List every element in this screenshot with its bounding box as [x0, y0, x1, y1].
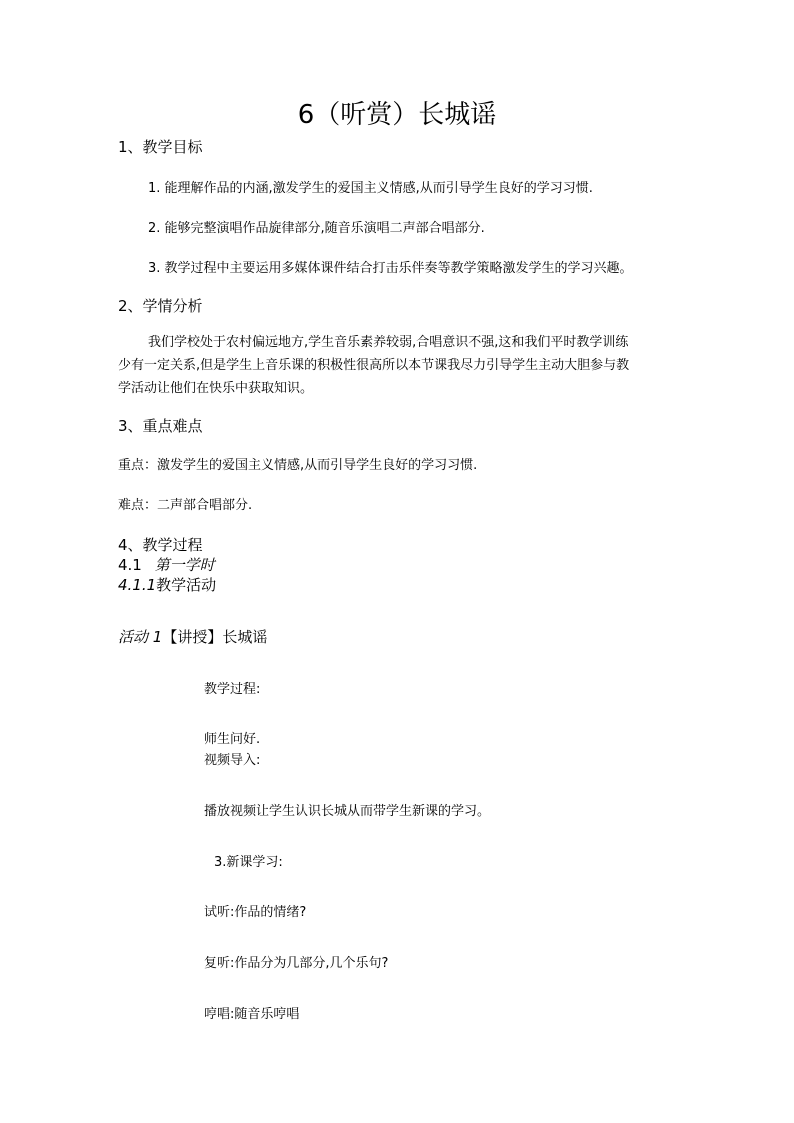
section-heading-key-points: 3、重点难点: [118, 417, 203, 435]
key-point-line: 重点：激发学生的爱国主义情感,从而引导学生良好的学习习惯.: [118, 458, 478, 473]
step-line: 试听:作品的情绪?: [204, 905, 307, 920]
step-line: 3.新课学习:: [214, 855, 283, 870]
objective-item: 1. 能理解作品的内涵,激发学生的爱国主义情感,从而引导学生良好的学习习惯.: [148, 181, 593, 196]
analysis-line: 学活动让他们在快乐中获取知识。: [118, 381, 314, 396]
activity-number: 1: [152, 628, 163, 646]
step-line: 复听:作品分为几部分,几个乐句?: [204, 956, 389, 971]
section-heading-process: 4、教学过程: [118, 536, 203, 554]
section-heading-objectives: 1、教学目标: [118, 138, 203, 156]
subsection-4-1-1: [118, 578, 216, 593]
activity-heading: [118, 630, 267, 645]
subsection-number: 4.1.1: [118, 576, 157, 594]
objective-item: 3. 教学过程中主要运用多媒体课件结合打击乐伴奏等教学策略激发学生的学习兴趣。: [148, 261, 633, 276]
subsection-number: 4.1: [118, 556, 142, 574]
section-heading-analysis: 2、学情分析: [118, 297, 203, 315]
activity-prefix: 活动: [118, 628, 149, 646]
subsection-4-1: [118, 558, 215, 573]
step-line: 教学过程:: [204, 682, 261, 697]
step-line: 播放视频让学生认识长城从而带学生新课的学习。: [204, 804, 491, 819]
step-line: 哼唱:随音乐哼唱: [204, 1007, 300, 1022]
step-line: 师生问好.: [204, 732, 261, 747]
subsection-title: 第一学时: [154, 556, 215, 574]
objective-item: 2. 能够完整演唱作品旋律部分,随音乐演唱二声部合唱部分.: [148, 221, 485, 236]
page-title: 6（听赏）长城谣: [297, 100, 497, 130]
analysis-line: 少有一定关系,但是学生上音乐课的积极性很高所以本节课我尽力引导学生主动大胆参与教: [118, 358, 630, 373]
difficulty-line: 难点：二声部合唱部分.: [118, 498, 253, 513]
step-line: 视频导入:: [204, 753, 261, 768]
analysis-line: 我们学校处于农村偏远地方,学生音乐素养较弱,合唱意识不强,这和我们平时教学训练: [148, 335, 629, 350]
subsection-title: 教学活动: [156, 576, 217, 594]
activity-title: 【讲授】长城谣: [162, 628, 268, 646]
